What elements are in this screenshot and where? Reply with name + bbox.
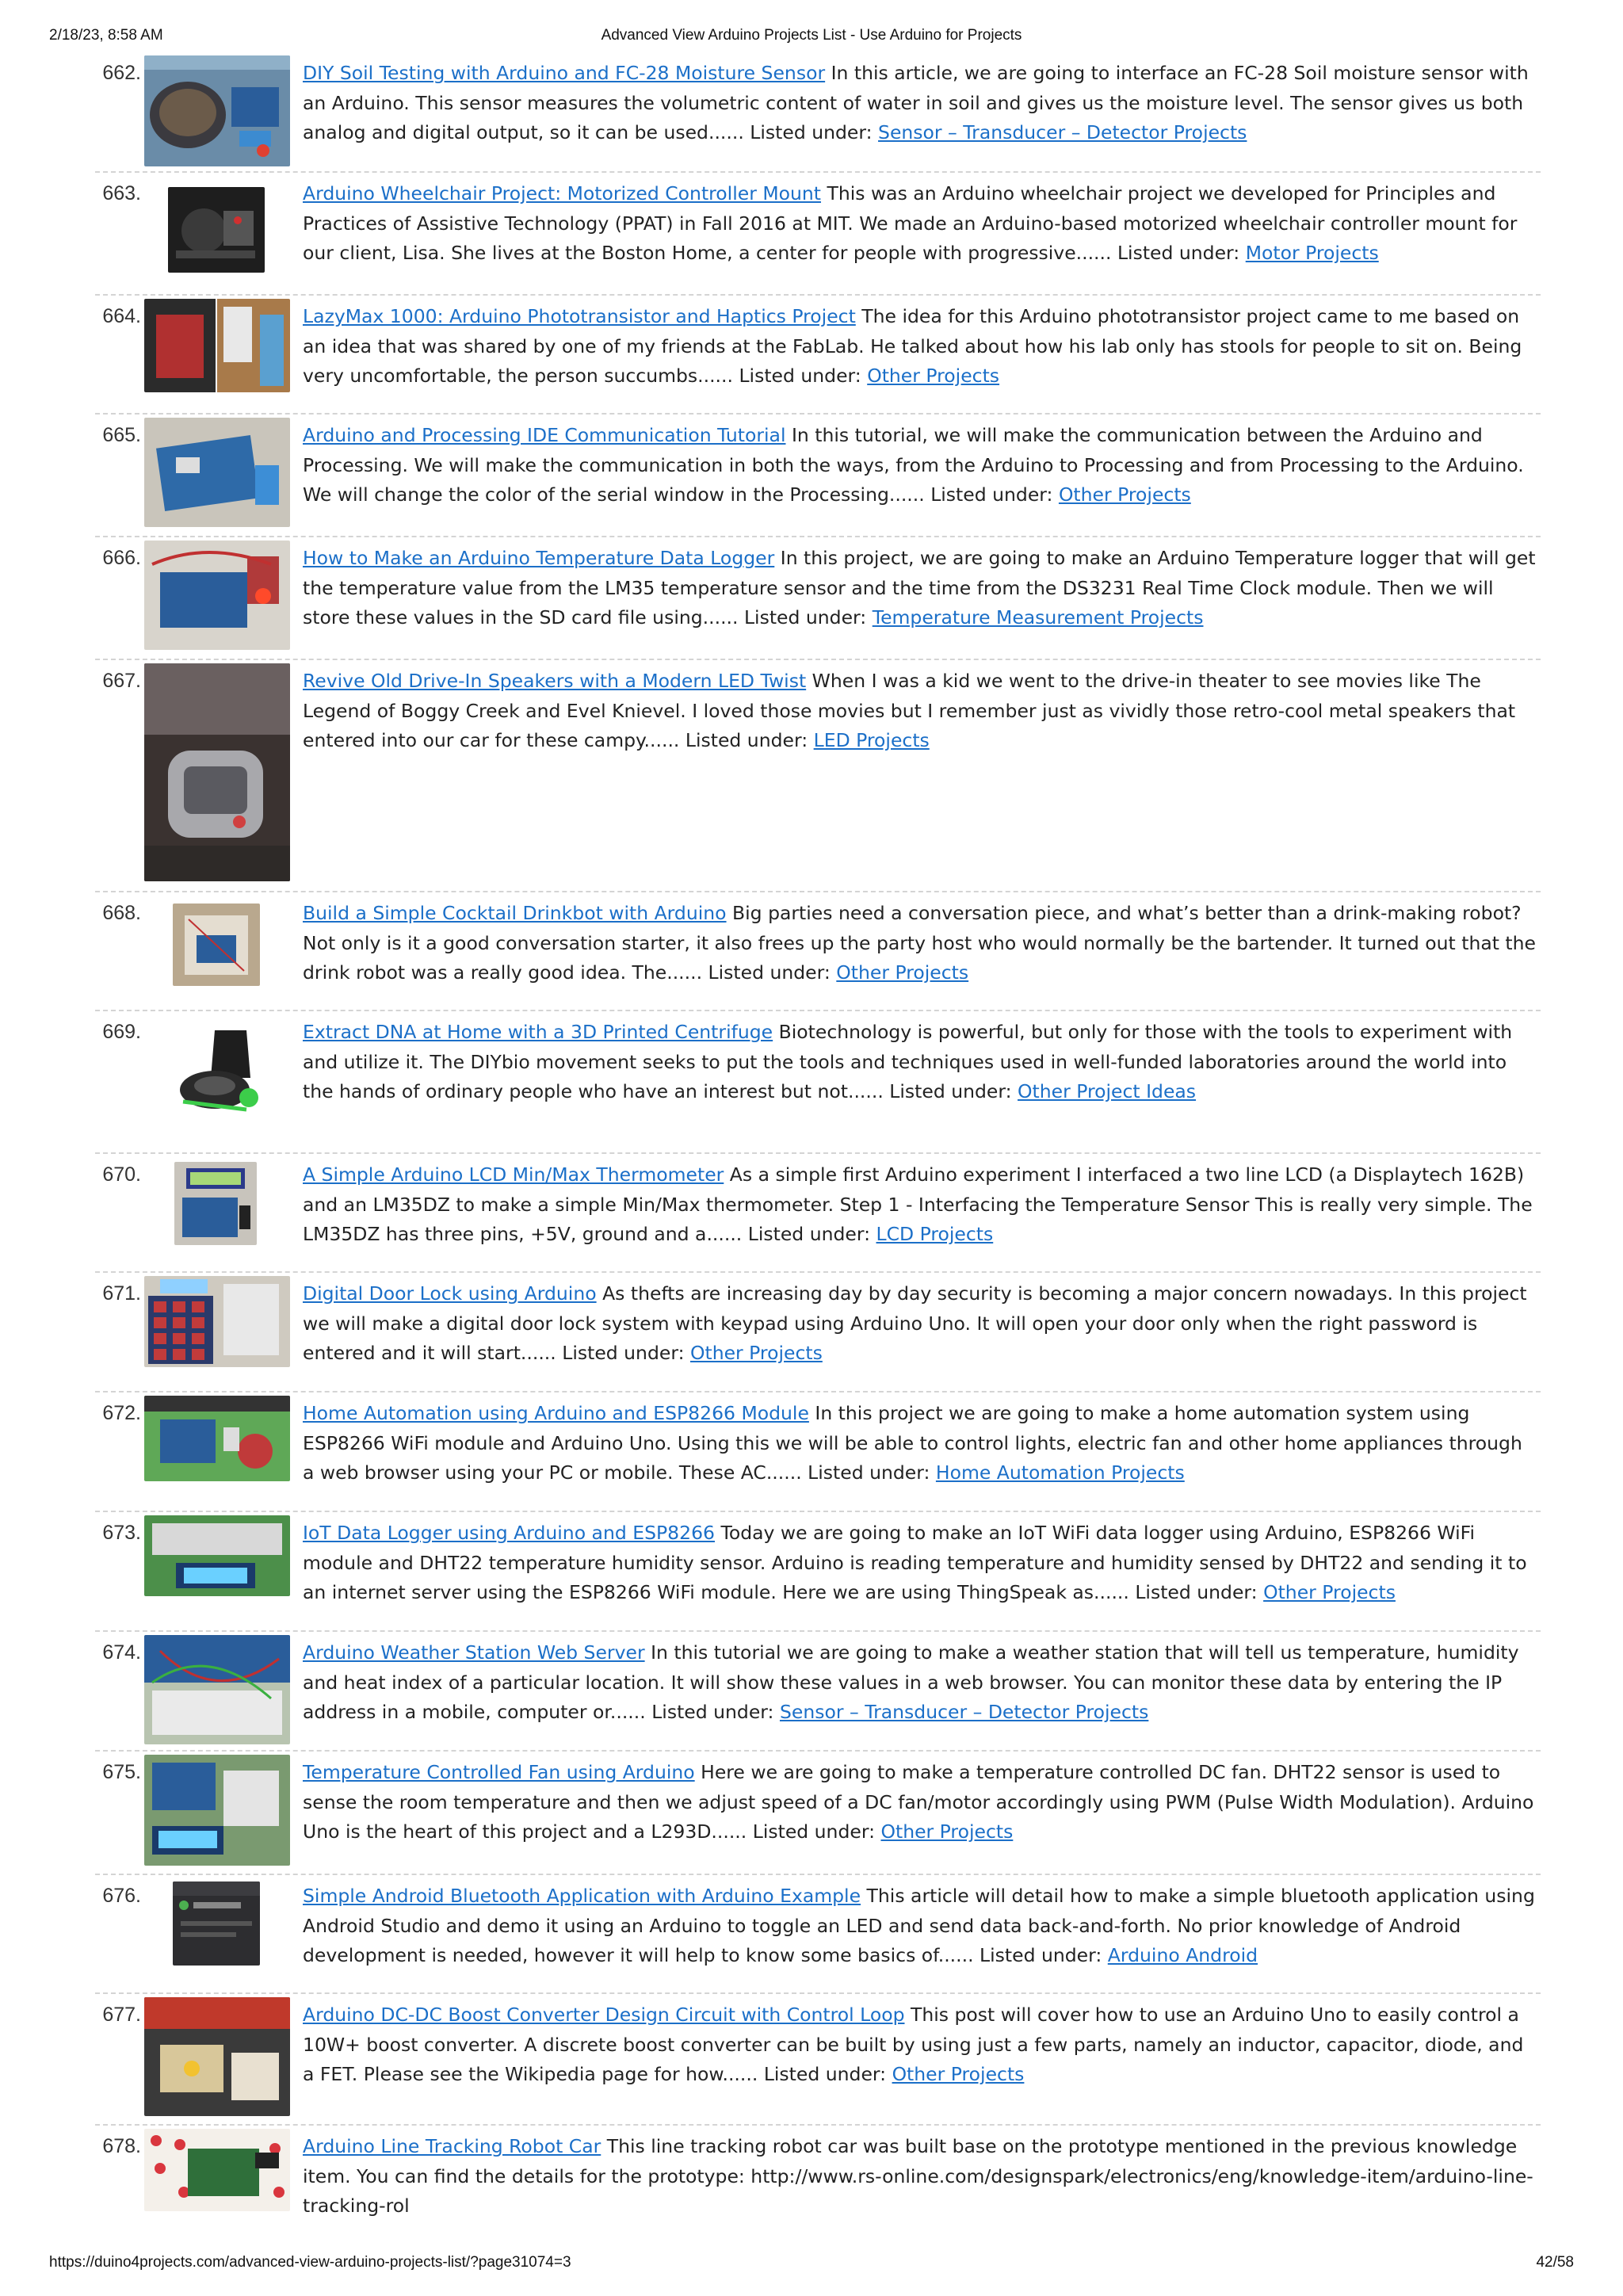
project-summary: As a simple first Arduino experiment I interfaced a two line LCD (a Displaytech 162B) and an LM35DZ to make a simple Min/Max thermometer. Step 1 - Interfacing the Temperature Sensor This is really very simple. The LM35DZ has three pins, +5V, ground and a...... (303, 1163, 1533, 1245)
listed-under-label: Listed under: (980, 1944, 1102, 1966)
project-summary: In this tutorial, we will make the communication between the Arduino and Processing. We will make the communication in both the ways, from the Arduino to Processing and from Processing to the Arduino. We will change the color of the serial window in the Processing...... (303, 424, 1524, 506)
project-thumbnail[interactable] (144, 541, 290, 650)
project-thumbnail[interactable] (144, 663, 290, 881)
item-description (303, 667, 1541, 756)
project-summary: The idea for this Arduino phototransistor project came to me based on an idea that was shared by one of my friends at the FabLab. He talked about how his lab only has stools for people to sit on. Being very uncomfortable, the person succumbs...... (303, 305, 1522, 387)
project-summary: In this project, we are going to make an Arduino Temperature logger that will get the temperature value from the LM35 temperature sensor and the time from the DS3231 Real Time Clock module. Then we will store these values in the SD card file using...... (303, 547, 1536, 628)
category-link[interactable]: Sensor – Transducer – Detector Projects (878, 121, 1247, 143)
listed-under-label: Listed under: (708, 961, 831, 984)
item-number: 676. (102, 1885, 141, 1907)
project-title-link[interactable]: DIY Soil Testing with Arduino and FC-28 Moisture Sensor (303, 62, 826, 84)
listed-under-label: Listed under: (750, 121, 873, 143)
list-item (95, 1273, 1541, 1392)
item-description (303, 1638, 1541, 1728)
item-number: 678. (102, 2135, 141, 2157)
item-description (303, 302, 1541, 392)
item-number: 663. (102, 182, 141, 204)
projects-list (95, 52, 1541, 2237)
project-thumbnail[interactable] (144, 55, 290, 166)
category-link[interactable]: Temperature Measurement Projects (872, 606, 1204, 628)
item-description (303, 1758, 1541, 1847)
list-item (95, 415, 1541, 537)
item-number: 666. (102, 547, 141, 569)
listed-under-label: Listed under: (889, 1080, 1012, 1102)
project-title-link[interactable]: Build a Simple Cocktail Drinkbot with Arduino (303, 902, 727, 924)
listed-under-label: Listed under: (808, 1461, 930, 1484)
listed-under-label: Listed under: (1117, 242, 1240, 264)
item-description (303, 59, 1541, 148)
item-number: 675. (102, 1761, 141, 1783)
item-description (303, 1018, 1541, 1107)
list-item (95, 1392, 1541, 1512)
project-summary: This post will cover how to use an Arduino Uno to easily control a 10W+ boost converter. A discrete boost converter can be built by using just a few parts, namely an inductor, capacitor, diode, and a FET. Please see the Wikipedia page for how...... (303, 2004, 1524, 2085)
item-description (303, 1160, 1541, 1250)
item-description (303, 2132, 1541, 2222)
category-link[interactable]: Other Projects (892, 2063, 1025, 2085)
list-item (95, 1752, 1541, 1875)
project-thumbnail[interactable] (173, 1881, 260, 1966)
category-link[interactable]: Other Project Ideas (1018, 1080, 1197, 1102)
category-link[interactable]: Arduino Android (1107, 1944, 1258, 1966)
listed-under-label: Listed under: (747, 1223, 871, 1245)
item-description (303, 179, 1541, 269)
project-summary: Biotechnology is powerful, but only for those with the tools to experiment with and utilize it. The DIYbio movement seeks to put the tools and techniques used in well-funded laboratories around the world into the hands of ordinary people who have an interest but not...... (303, 1021, 1513, 1102)
project-title-link[interactable]: Arduino and Processing IDE Communication Tutorial (303, 424, 786, 446)
list-item (95, 1154, 1541, 1273)
project-title-link[interactable]: A Simple Arduino LCD Min/Max Thermometer (303, 1163, 724, 1186)
list-item (95, 537, 1541, 660)
list-item (95, 1875, 1541, 1994)
print-url: https://duino4projects.com/advanced-view-arduino-projects-list/?page31074=3 (49, 2254, 571, 2271)
project-summary: Today we are going to make an IoT WiFi data logger using Arduino, ESP8266 WiFi module and DHT22 temperature humidity sensor. Arduino is reading temperature and humidity sensed by DHT22 and sending it to an internet server using the ESP8266 WiFi module. Here we are using ThingSpeak as...... (303, 1522, 1527, 1603)
listed-under-label: Listed under: (739, 365, 861, 387)
category-link[interactable]: Other Projects (689, 1342, 823, 1364)
listed-under-label: Listed under: (562, 1342, 685, 1364)
item-number: 670. (102, 1163, 141, 1186)
item-description (303, 899, 1541, 988)
item-description (303, 421, 1541, 510)
item-number: 673. (102, 1522, 141, 1544)
project-summary: Big parties need a conversation piece, and what’s better than a drink-making robot? Not only is it a good conversation starter, it also frees up the party host who would normally be the bartender. It turned out that the drink robot was a really good idea. The...... (303, 902, 1537, 984)
project-title-link[interactable]: IoT Data Logger using Arduino and ESP8266 (303, 1522, 715, 1544)
category-link[interactable]: Motor Projects (1245, 242, 1379, 264)
list-item (95, 2126, 1541, 2237)
print-date: 2/18/23, 8:58 AM (49, 27, 163, 44)
listed-under-label: Listed under: (930, 483, 1053, 506)
list-item (95, 296, 1541, 415)
project-thumbnail[interactable] (144, 2129, 290, 2211)
list-item (95, 52, 1541, 173)
item-number: 662. (102, 62, 141, 84)
listed-under-label: Listed under: (1135, 1581, 1258, 1603)
item-number: 665. (102, 424, 141, 446)
item-description (303, 1519, 1541, 1608)
list-item (95, 660, 1541, 892)
project-thumbnail[interactable] (144, 1276, 290, 1367)
project-summary: In this tutorial we are going to make a weather station that will tell us temperature, humidity and heat index of a particular location. It will show these values in a web browser. You can monitor these data by entering the IP address in a mobile, computer or...... (303, 1641, 1519, 1723)
category-link[interactable]: Other Projects (867, 365, 1000, 387)
category-link[interactable]: Home Automation Projects (935, 1461, 1185, 1484)
item-number: 677. (102, 2004, 141, 2026)
item-number: 671. (102, 1282, 141, 1305)
project-title-link[interactable]: LazyMax 1000: Arduino Phototransistor and Haptics Project (303, 305, 856, 327)
project-summary: This was an Arduino wheelchair project we developed for Principles and Practices of Assistive Technology (PPAT) in Fall 2016 at MIT. We made an Arduino-based motorized wheelchair controller mount for our client, Lisa. She lives at the Boston Home, a center for people with progressive...... (303, 182, 1518, 264)
category-link[interactable]: Other Projects (1263, 1581, 1396, 1603)
print-page-number: 42/58 (1536, 2254, 1574, 2271)
project-summary: This line tracking robot car was built base on the prototype mentioned in the previous knowledge item. You can find the details for the prototype: http://www.rs-online.com/designspark/electronics/eng/knowledge-item/arduino-line-tracking-rol (303, 2135, 1533, 2217)
listed-under-label: Listed under: (651, 1701, 774, 1723)
project-thumbnail[interactable] (144, 1755, 290, 1866)
list-item (95, 1994, 1541, 2126)
project-thumbnail[interactable] (144, 1635, 290, 1744)
project-title-link[interactable]: Arduino Wheelchair Project: Motorized Controller Mount (303, 182, 821, 204)
project-title-link[interactable]: Revive Old Drive-In Speakers with a Modern LED Twist (303, 670, 807, 692)
list-item (95, 1512, 1541, 1632)
project-title-link[interactable]: Temperature Controlled Fan using Arduino (303, 1761, 695, 1783)
listed-under-label: Listed under: (763, 2063, 887, 2085)
item-number: 674. (102, 1641, 141, 1664)
item-number: 668. (102, 902, 141, 924)
item-description (303, 1279, 1541, 1369)
project-title-link[interactable]: Simple Android Bluetooth Application with Arduino Example (303, 1885, 861, 1907)
item-number: 669. (102, 1021, 141, 1043)
item-number: 664. (102, 305, 141, 327)
project-thumbnail[interactable] (173, 904, 260, 986)
project-summary: This article will detail how to make a simple bluetooth application using Android Studio and demo it using an Arduino to toggle an LED and send data back-and-forth. No prior knowledge of Android development is needed, however it will help to know some basics of...... (303, 1885, 1535, 1966)
project-summary: Here we are going to make a temperature controlled DC fan. DHT22 sensor is used to sense the room temperature and then we adjust speed of a DC fan/motor accordingly using PWM (Pulse Width Modulation). Arduino Uno is the heart of this project and a L293D...... (303, 1761, 1534, 1843)
project-thumbnail[interactable] (144, 1515, 290, 1596)
list-item (95, 892, 1541, 1011)
project-title-link[interactable]: Extract DNA at Home with a 3D Printed Centrifuge (303, 1021, 773, 1043)
project-summary: In this article, we are going to interface an FC-28 Soil moisture sensor with an Arduino. This sensor measures the volumetric content of water in soil and gives us the moisture level. The sensor gives us both analog and digital output, so it can be used...... (303, 62, 1529, 143)
project-summary: In this project we are going to make a home automation system using ESP8266 WiFi module and Arduino Uno. Using this we will be able to control lights, electric fan and other home appliances through a web browser using your PC or mobile. These AC...... (303, 1402, 1522, 1484)
category-link[interactable]: Sensor – Transducer – Detector Projects (779, 1701, 1149, 1723)
project-title-link[interactable]: Arduino DC-DC Boost Converter Design Circuit with Control Loop (303, 2004, 905, 2026)
list-item (95, 1632, 1541, 1752)
project-thumbnail[interactable] (144, 1997, 290, 2116)
project-title-link[interactable]: How to Make an Arduino Temperature Data Logger (303, 547, 775, 569)
listed-under-label: Listed under: (685, 729, 808, 751)
project-thumbnail[interactable] (144, 418, 290, 527)
project-thumbnail[interactable] (144, 299, 290, 392)
print-page-title: Advanced View Arduino Projects List - Use Arduino for Projects (601, 27, 1022, 44)
project-thumbnail[interactable] (144, 1396, 290, 1481)
item-description (303, 2000, 1541, 2090)
item-description (303, 1881, 1541, 1971)
project-title-link[interactable]: Arduino Line Tracking Robot Car (303, 2135, 601, 2157)
listed-under-label: Listed under: (752, 1820, 875, 1843)
category-link[interactable]: LED Projects (813, 729, 930, 751)
category-link[interactable]: Other Projects (880, 1820, 1014, 1843)
project-summary: As thefts are increasing day by day security is becoming a major concern nowadays. In this project we will make a digital door lock system with keypad using Arduino Uno. It will open your door only when the right password is entered and it will start...... (303, 1282, 1527, 1364)
project-thumbnail[interactable] (171, 1022, 271, 1121)
project-summary: When I was a kid we went to the drive-in theater to see movies like The Legend of Boggy Creek and Evel Knievel. I loved those movies but I remember just as vividly those retro-cool metal speakers that entered into our car for these campy...... (303, 670, 1516, 751)
listed-under-label: Listed under: (743, 606, 867, 628)
item-number: 672. (102, 1402, 141, 1424)
project-title-link[interactable]: Digital Door Lock using Arduino (303, 1282, 597, 1305)
category-link[interactable]: LCD Projects (876, 1223, 994, 1245)
project-thumbnail[interactable] (168, 187, 265, 273)
category-link[interactable]: Other Projects (836, 961, 969, 984)
list-item (95, 1011, 1541, 1154)
category-link[interactable]: Other Projects (1058, 483, 1191, 506)
item-description (303, 544, 1541, 633)
project-thumbnail[interactable] (174, 1162, 257, 1245)
project-title-link[interactable]: Arduino Weather Station Web Server (303, 1641, 645, 1664)
list-item (95, 173, 1541, 296)
item-number: 667. (102, 670, 141, 692)
item-description (303, 1399, 1541, 1488)
project-title-link[interactable]: Home Automation using Arduino and ESP8266 Module (303, 1402, 809, 1424)
